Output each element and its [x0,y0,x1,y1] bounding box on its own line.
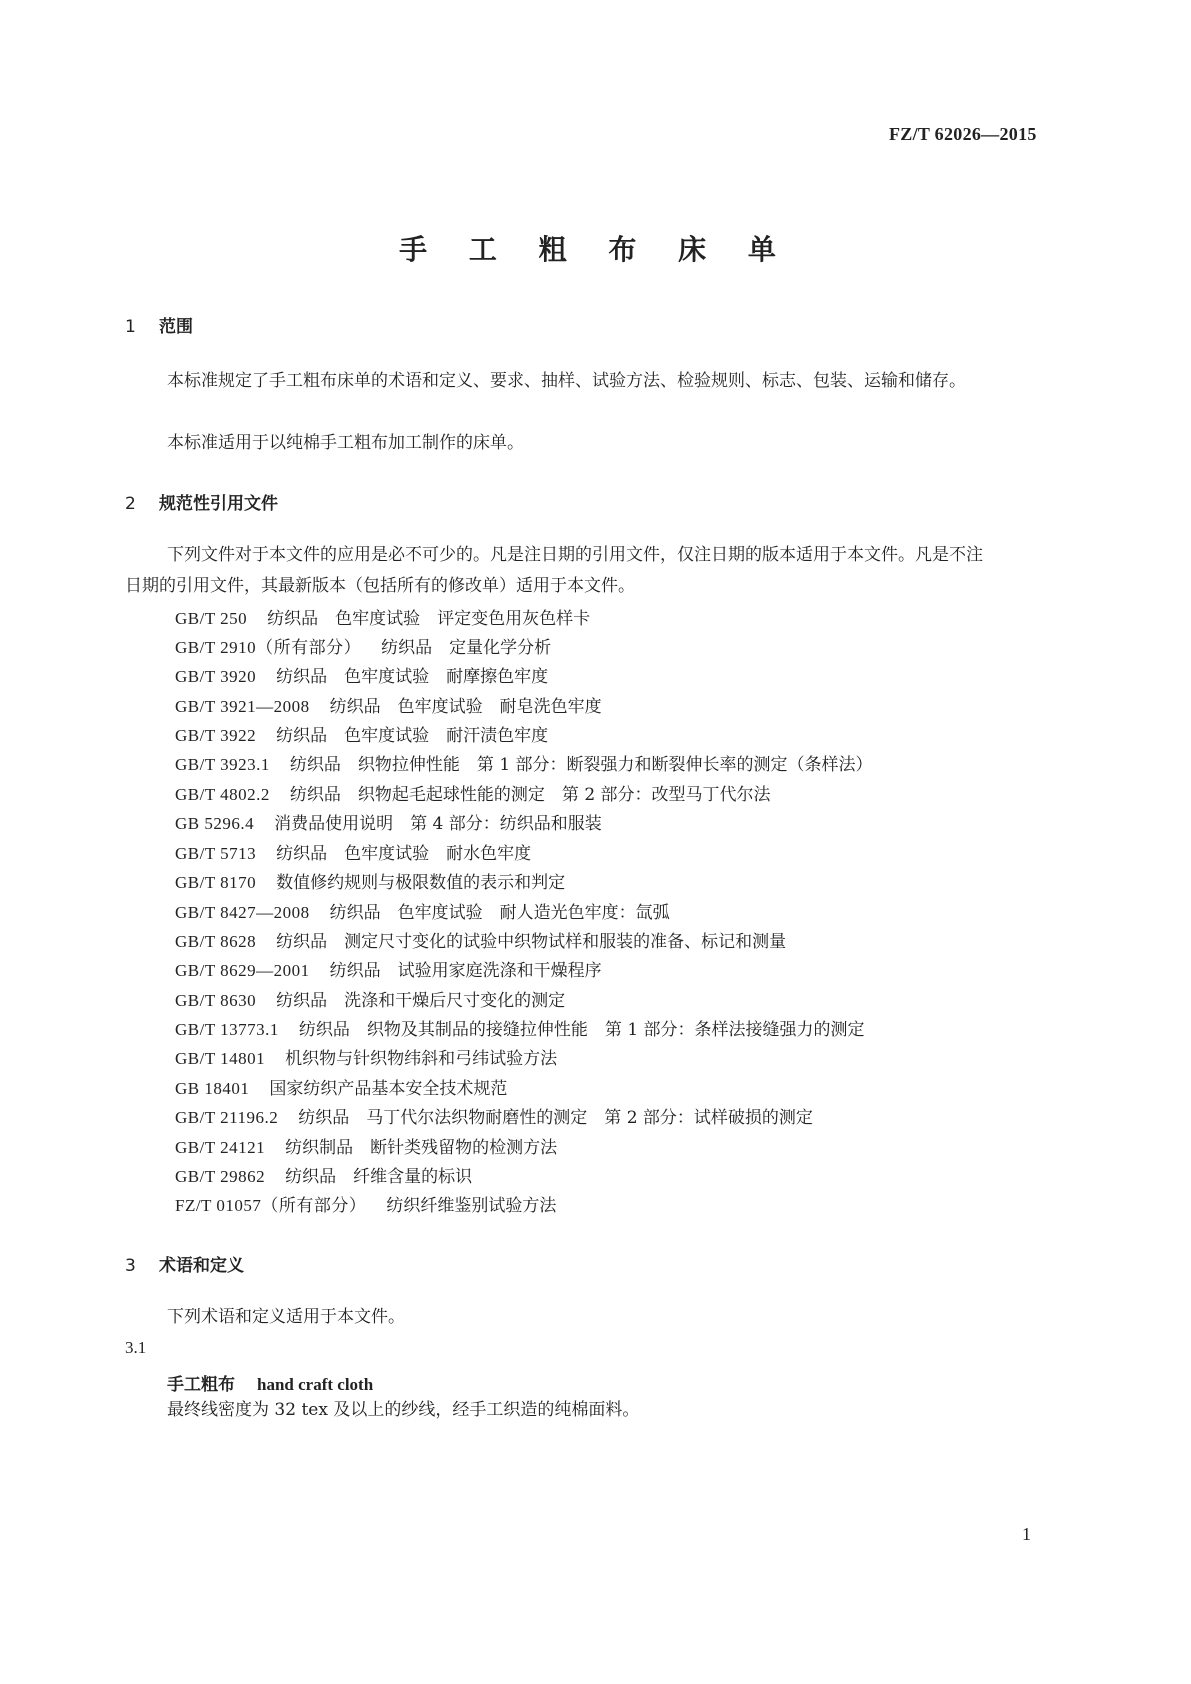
reference-item: GB/T 29862 纺织品 纤维含量的标识 [175,1167,473,1187]
term-chinese: 手工粗布 [167,1375,235,1395]
normative-intro: 下列文件对于本文件的应用是必不可少的。凡是注日期的引用文件，仅注日期的版本适用于本文件。凡是不注日期的引用文件，其最新版本（包括所有的修改单）适用于本文件。 [125,545,983,596]
section-heading-normative [125,489,278,514]
scope-paragraph-2: 本标准适用于以纯棉手工粗布加工制作的床单。 [167,433,524,453]
reference-item: GB/T 13773.1 纺织品 织物及其制品的接缝拉伸性能 第 1 部分：条样法接缝强力的测定 [175,1020,865,1040]
section-number: 3 [125,1256,136,1276]
reference-item: GB/T 14801 机织物与针织物纬斜和弓纬试验方法 [175,1049,558,1069]
section-heading-scope [125,312,193,337]
section-title: 术语和定义 [159,1256,244,1276]
section-number: 1 [125,317,136,337]
reference-item: GB/T 5713 纺织品 色牢度试验 耐水色牢度 [175,844,532,864]
reference-item: GB/T 250 纺织品 色牢度试验 评定变色用灰色样卡 [175,609,591,629]
term-number: 3.1 [125,1338,147,1357]
reference-item: GB/T 2910（所有部分） 纺织品 定量化学分析 [175,638,552,658]
page-number: 1 [1022,1524,1031,1544]
scope-paragraph-1: 本标准规定了手工粗布床单的术语和定义、要求、抽样、试验方法、检验规则、标志、包装、运输和储存。 [167,371,966,391]
section-number: 2 [125,494,136,514]
term-heading [167,1370,373,1395]
reference-item: GB/T 3920 纺织品 色牢度试验 耐摩擦色牢度 [175,667,549,687]
reference-item: GB/T 8628 纺织品 测定尺寸变化的试验中织物试样和服装的准备、标记和测量 [175,932,787,952]
reference-item: GB/T 8427—2008 纺织品 色牢度试验 耐人造光色牢度：氙弧 [175,903,670,923]
document-title: 手 工 粗 布 床 单 [399,233,792,266]
reference-item: GB 18401 国家纺织产品基本安全技术规范 [175,1079,508,1099]
reference-item: GB/T 3922 纺织品 色牢度试验 耐汗渍色牢度 [175,726,549,746]
reference-item: GB/T 8170 数值修约规则与极限数值的表示和判定 [175,873,566,893]
reference-item: GB 5296.4 消费品使用说明 第 4 部分：纺织品和服装 [175,814,602,834]
section-title: 规范性引用文件 [159,494,278,514]
term-definition: 最终线密度为 32 tex 及以上的纱线，经手工织造的纯棉面料。 [167,1400,640,1420]
reference-item: GB/T 21196.2 纺织品 马丁代尔法织物耐磨性的测定 第 2 部分：试样破损的测定 [175,1108,813,1128]
reference-item: GB/T 8629—2001 纺织品 试验用家庭洗涤和干燥程序 [175,961,602,981]
standard-code: FZ/T 62026—2015 [889,124,1037,144]
reference-item: FZ/T 01057（所有部分） 纺织纤维鉴别试验方法 [175,1196,557,1216]
term-english: hand craft cloth [257,1375,374,1394]
reference-item: GB/T 4802.2 纺织品 织物起毛起球性能的测定 第 2 部分：改型马丁代尔法 [175,785,771,805]
reference-item: GB/T 3921—2008 纺织品 色牢度试验 耐皂洗色牢度 [175,697,602,717]
reference-item: GB/T 24121 纺织制品 断针类残留物的检测方法 [175,1138,558,1158]
terms-intro: 下列术语和定义适用于本文件。 [167,1307,405,1327]
reference-item: GB/T 3923.1 纺织品 织物拉伸性能 第 1 部分：断裂强力和断裂伸长率的测定（条样法） [175,755,873,775]
reference-item: GB/T 8630 纺织品 洗涤和干燥后尺寸变化的测定 [175,991,566,1011]
section-heading-terms [125,1251,244,1276]
section-title: 范围 [159,317,193,337]
